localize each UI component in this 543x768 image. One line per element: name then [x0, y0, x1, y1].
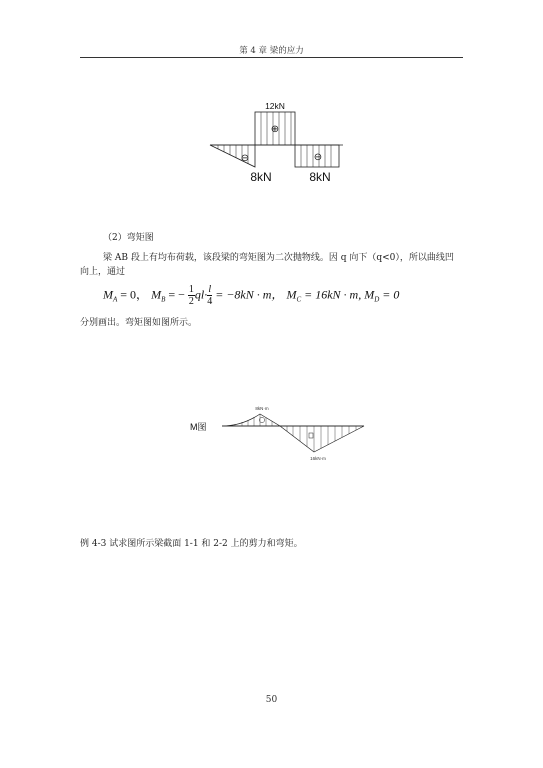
- moment-bottom-value: 16kN·m: [310, 456, 326, 461]
- shear-negative-sign-left: ⊖: [240, 153, 250, 164]
- shear-positive-sign: ⊕: [270, 124, 280, 135]
- after-formula-text: 分别画出。弯矩图如图所示。: [80, 318, 198, 328]
- running-header: 第 4 章 梁的应力: [239, 46, 304, 56]
- shear-top-label: 12kN: [265, 101, 285, 111]
- bending-moment-diagram: [190, 400, 370, 465]
- page-number: 50: [265, 695, 278, 705]
- moment-top-value: 8kN·m: [255, 406, 269, 411]
- paragraph-line-2: 向上，通过: [80, 267, 126, 277]
- moment-negative-symbol: [309, 433, 313, 438]
- shear-bottom-left-label: 8kN: [250, 170, 272, 184]
- paragraph-line-1: 梁 AB 段上有均布荷载，该段梁的弯矩图为二次抛物线。因 q 向下（q<0），所以曲线凹: [103, 253, 454, 263]
- moment-formula: $M_A = 0$， $M_B$ = − $\frac{1}{2}$ ql· $\frac{l}{4}$ = −8kN · m， $M_C = 16kN \cdot m$, $M_D = 0$: [103, 284, 400, 307]
- shear-negative-sign-right: ⊖: [313, 152, 323, 163]
- moment-lower-triangle: [280, 426, 364, 452]
- shear-force-diagram: [200, 95, 350, 190]
- header-rule: [80, 57, 463, 58]
- moment-diagram-label: M图: [190, 422, 207, 432]
- moment-upper-curve: [222, 414, 280, 426]
- example-text: 例 4-3 试求图所示梁截面 1-1 和 2-2 上的剪力和弯矩。: [80, 539, 303, 549]
- shear-bottom-right-label: 8kN: [309, 170, 331, 184]
- section-heading: （2）弯矩图: [103, 233, 154, 243]
